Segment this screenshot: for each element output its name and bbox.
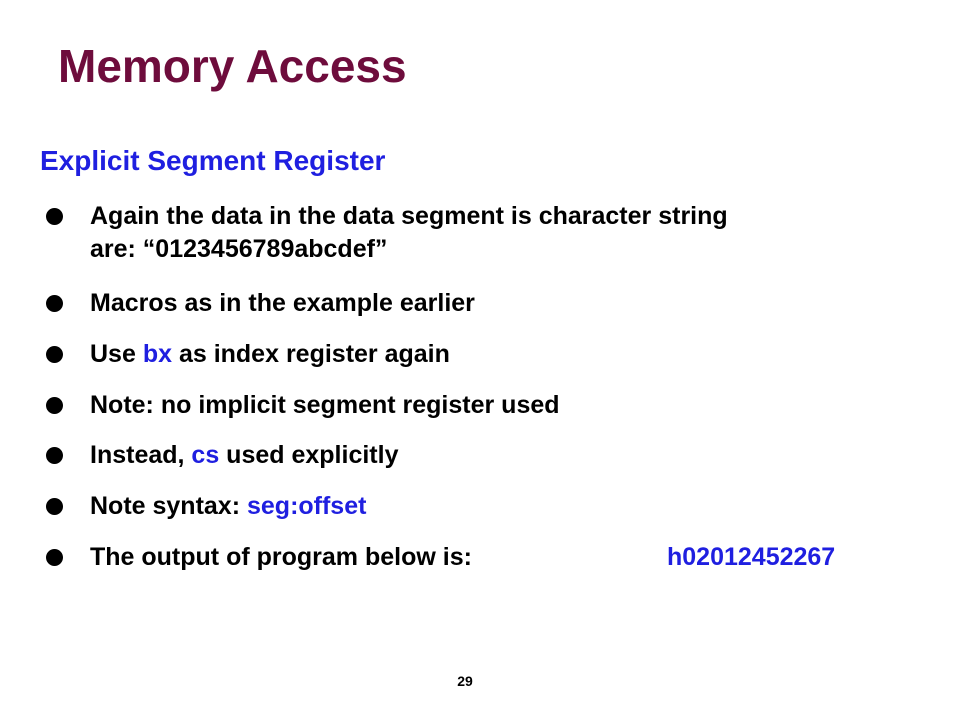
- bullet-text-plain: Instead,: [90, 441, 192, 469]
- bullet-text: [90, 437, 920, 473]
- bullet-text: Macros as in the example earlier: [90, 289, 475, 317]
- bullet-text: [90, 488, 920, 524]
- bullet-text-line: are: “0123456789abcdef”: [90, 235, 388, 263]
- bullet-text-line: Again the data in the data segment is character string: [90, 202, 728, 230]
- bullet-text: Note: no implicit segment register used: [90, 391, 560, 419]
- bullet-code-highlight: seg:offset: [246, 492, 367, 520]
- bullet-dot-icon: [46, 295, 63, 312]
- bullet-text-plain: Note syntax:: [90, 492, 247, 520]
- slide-title: Memory Access: [58, 40, 407, 92]
- slide-subtitle: Explicit Segment Register: [40, 145, 386, 176]
- bullet-text: [90, 336, 920, 372]
- bullet-dot-icon: [46, 549, 63, 566]
- bullet-text-plain: Use: [90, 340, 143, 368]
- bullet-dot-icon: [46, 346, 63, 363]
- bullet-text-plain: The output of program below is:: [90, 543, 472, 571]
- bullet-text-plain: used explicitly: [219, 441, 399, 469]
- bullet-code-highlight: cs: [191, 441, 220, 469]
- bullet-text: [90, 539, 920, 575]
- bullet-text-plain: as index register again: [172, 340, 450, 368]
- bullet-dot-icon: [46, 447, 63, 464]
- bullet-code-highlight: bx: [142, 340, 172, 368]
- bullet-dot-icon: [46, 498, 63, 515]
- bullet-dot-icon: [46, 208, 63, 225]
- page-number: 29: [457, 673, 473, 689]
- bullet-dot-icon: [46, 397, 63, 414]
- program-output-value: h02012452267: [667, 543, 836, 571]
